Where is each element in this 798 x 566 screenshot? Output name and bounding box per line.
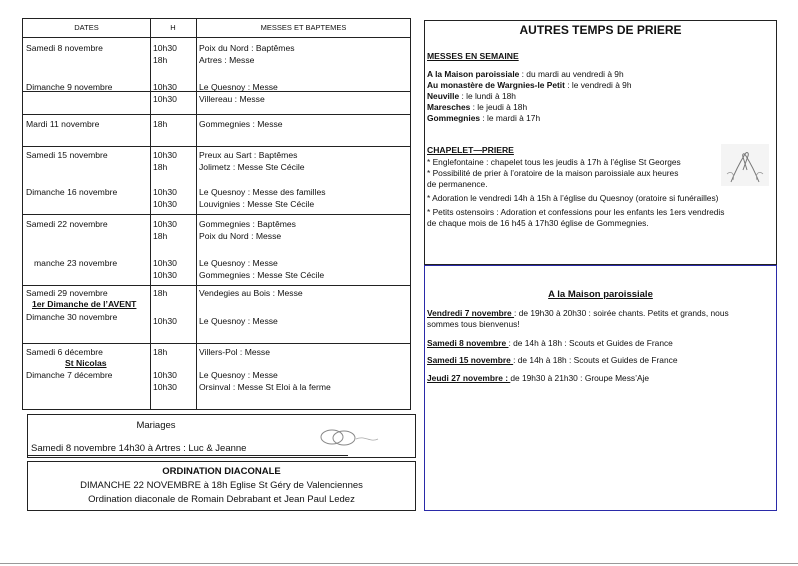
row-subtitle: St Nicolas [65, 358, 107, 368]
semaine-item: Au monastère de Wargnies-le Petit : le vendredi à 9h [427, 80, 632, 90]
row-date: Samedi 22 novembre [26, 219, 108, 229]
row-date: Samedi 8 novembre [26, 43, 103, 53]
row-hour: 10h30 [153, 270, 177, 280]
row-hour: 10h30 [153, 199, 177, 209]
row-hour: 10h30 [153, 43, 177, 53]
chapelet-title: CHAPELET—PRIERE [427, 145, 514, 155]
ordination-box [27, 461, 416, 511]
row-event: Le Quesnoy : Messe [199, 370, 278, 380]
row-hour: 10h30 [153, 82, 177, 92]
ordination-title: ORDINATION DIACONALE [162, 466, 281, 477]
row-divider [23, 114, 410, 115]
row-hour: 18h [153, 288, 168, 298]
row-date: Dimanche 9 novembre [26, 82, 113, 92]
row-date: manche 23 novembre [34, 258, 118, 268]
row-hour: 18h [153, 54, 168, 65]
row-hour: 10h30 [153, 94, 177, 104]
chapelet-line: de chaque mois de 16 h45 à 17h30 église de Gommegnies. [427, 218, 649, 228]
row-date: Dimanche 16 novembre [26, 187, 118, 197]
row-date: Samedi 29 novembre [26, 288, 108, 298]
row-event: Villers-Pol : Messe [199, 347, 270, 357]
ordination-line: Ordination diaconale de Romain Debrabant et Jean Paul Ledez [88, 494, 355, 505]
row-event: Orsinval : Messe St Eloi à la ferme [199, 382, 331, 392]
row-event: Gommegnies : Messe [199, 119, 283, 129]
row-event: Poix du Nord : Messe [199, 231, 282, 241]
row-hour: 10h30 [153, 258, 177, 268]
row-hour: 10h30 [153, 316, 177, 326]
row-subtitle: 1er Dimanche de l’AVENT [32, 299, 137, 309]
row-hour: 10h30 [153, 150, 177, 160]
row-event: Le Quesnoy : Messe [199, 316, 278, 326]
header-messes: MESSES ET BAPTEMES [196, 19, 411, 38]
row-event: Jolimetz : Messe Ste Cécile [199, 161, 305, 172]
semaine-title: MESSES EN SEMAINE [427, 51, 519, 61]
row-divider [23, 343, 410, 344]
wedding-rings-icon [310, 425, 380, 449]
row-date: Dimanche 30 novembre [26, 312, 118, 322]
maison-item: Jeudi 27 novembre : de 19h30 à 21h30 : Groupe Mess’Aje [427, 373, 650, 383]
row-event: Le Quesnoy : Messe [199, 82, 278, 92]
row-date: Mardi 11 novembre [26, 119, 100, 129]
chapelet-line: * Possibilité de prier à l’oratoire de la maison paroissiale aux heures [427, 168, 679, 178]
row-divider [23, 285, 410, 286]
row-hour: 10h30 [153, 382, 177, 392]
row-hour: 18h [153, 119, 168, 129]
schedule-table [22, 18, 411, 410]
row-divider [23, 146, 410, 147]
maison-item: Samedi 8 novembre : de 14h à 18h : Scouts et Guides de France [427, 338, 673, 348]
row-date: Samedi 15 novembre [26, 150, 108, 160]
maison-box [424, 265, 777, 511]
maison-item-cont: sommes tous bienvenus! [427, 319, 520, 329]
maison-item: Samedi 15 novembre : de 14h à 18h : Scouts et Guides de France [427, 355, 678, 365]
semaine-item: Neuville : le lundi à 18h [427, 91, 516, 101]
underline [28, 455, 348, 456]
row-event: Poix du Nord : Baptêmes [199, 43, 295, 53]
semaine-item: Maresches : le jeudi à 18h [427, 102, 528, 112]
row-event: Le Quesnoy : Messe des familles [199, 187, 326, 197]
row-event: Gommegnies : Baptêmes [199, 219, 296, 229]
row-event: Le Quesnoy : Messe [199, 258, 278, 268]
semaine-item: Gommegnies : le mardi à 17h [427, 113, 541, 123]
row-date: Samedi 6 décembre [26, 347, 103, 357]
maison-item: Vendredi 7 novembre : de 19h30 à 20h30 : soirée chants. Petits et grands, nous [427, 308, 729, 318]
chapelet-line: * Petits ostensoirs : Adoration et confessions pour les enfants les 1ers vendredis [427, 207, 725, 217]
ordination-line: DIMANCHE 22 NOVEMBRE à 18h Eglise St Géry de Valenciennes [80, 480, 363, 491]
row-divider [23, 214, 410, 215]
maison-title: A la Maison paroissiale [548, 289, 653, 300]
row-hour: 18h [153, 161, 168, 172]
praying-hands-icon [721, 144, 769, 186]
semaine-item: A la Maison paroissiale : du mardi au vendredi à 9h [427, 69, 624, 79]
row-hour: 10h30 [153, 187, 177, 197]
mariages-title: Mariages [136, 420, 176, 431]
row-event: Gommegnies : Messe Ste Cécile [199, 270, 325, 280]
row-event: Preux au Sart : Baptêmes [199, 150, 298, 160]
header-hours: H [150, 19, 196, 38]
row-hour: 10h30 [153, 370, 177, 380]
row-hour: 18h [153, 231, 168, 241]
row-hour: 18h [153, 347, 168, 357]
chapelet-line: de permanence. [427, 179, 488, 189]
autres-title: AUTRES TEMPS DE PRIERE [519, 23, 682, 37]
autres-temps-box [424, 20, 777, 265]
row-hour: 10h30 [153, 219, 177, 229]
chapelet-line: * Englefontaine : chapelet tous les jeudis à 17h à l’église St Georges [427, 157, 681, 167]
row-event: Louvignies : Messe Ste Cécile [199, 199, 315, 209]
mariages-line: Samedi 8 novembre 14h30 à Artres : Luc & Jeanne [31, 443, 247, 454]
chapelet-line: * Adoration le vendredi 14h à 15h à l’église du Quesnoy (oratoire si funérailles) [427, 193, 719, 203]
row-event: Artres : Messe [199, 54, 255, 65]
row-event: Vendegies au Bois : Messe [199, 288, 303, 298]
header-dates: DATES [23, 19, 150, 38]
row-date: Dimanche 7 décembre [26, 370, 113, 380]
row-event: Villereau : Messe [199, 94, 265, 104]
footer-rule [0, 563, 798, 564]
mariages-box [27, 414, 416, 458]
